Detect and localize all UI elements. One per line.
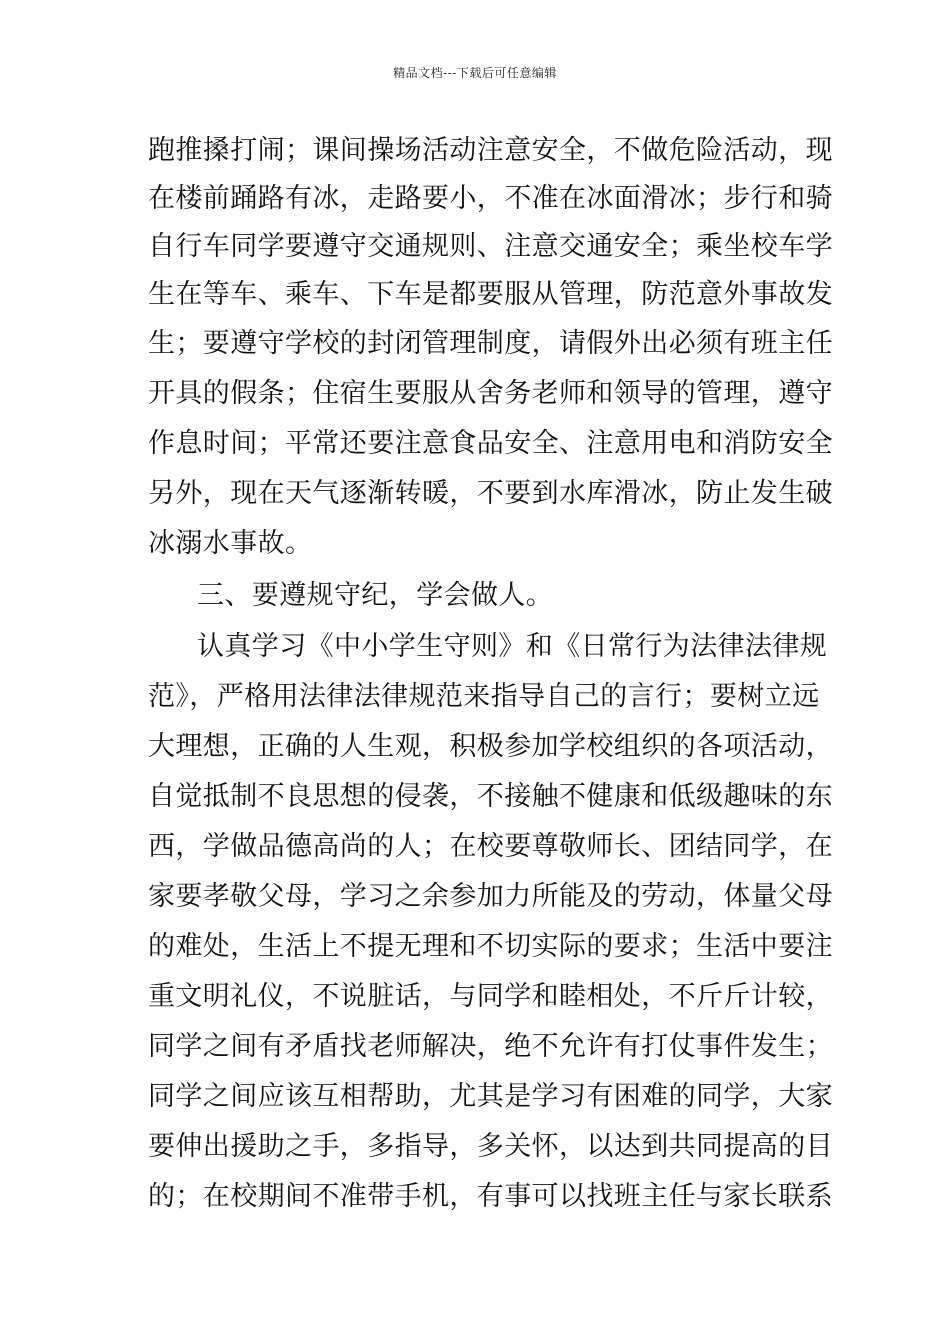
- body-line: 另外，现在天气逐渐转暖，不要到水库滑冰，防止发生破: [148, 478, 833, 509]
- body-line: 同学之间应该互相帮助，尤其是学习有困难的同学，大家: [148, 1081, 833, 1112]
- body-line: 生在等车、乘车、下车是都要服从管理，防范意外事故发: [148, 279, 833, 310]
- body-line: 大理想，正确的人生观，积极参加学校组织的各项活动，: [148, 731, 833, 762]
- body-line: 同学之间有矛盾找老师解决，绝不允许有打仗事件发生；: [148, 1031, 833, 1062]
- body-line: 认真学习《中小学生守则》和《日常行为法律法律规: [197, 631, 828, 662]
- body-line: 范》，严格用法律法律规范来指导自己的言行；要树立远: [148, 681, 820, 712]
- page-header: 精品文档---下载后可任意编辑: [393, 66, 557, 80]
- body-line: 作息时间；平常还要注意食品安全、注意用电和消防安全: [148, 428, 833, 459]
- body-line: 家要孝敬父母，学习之余参加力所能及的劳动，体量父母: [148, 881, 833, 912]
- body-line: 西，学做品德高尚的人；在校要尊敬师长、团结同学，在: [148, 831, 833, 862]
- body-line: 自行车同学要遵守交通规则、注意交通安全；乘坐校车学: [148, 231, 833, 262]
- body-line: 冰溺水事故。: [148, 528, 313, 559]
- body-line: 的；在校期间不准带手机，有事可以找班主任与家长联系: [148, 1181, 833, 1212]
- body-line: 生；要遵守学校的封闭管理制度，请假外出必须有班主任: [148, 328, 833, 359]
- body-line: 要伸出援助之手，多指导，多关怀，以达到共同提高的目: [148, 1131, 833, 1162]
- body-line: 重文明礼仪，不说脏话，与同学和睦相处，不斤斤计较，: [148, 981, 833, 1012]
- body-line: 在楼前踊路有冰，走路要小，不准在冰面滑冰；步行和骑: [148, 183, 833, 214]
- body-line: 的难处，生活上不提无理和不切实际的要求；生活中要注: [148, 931, 833, 962]
- body-line: 开具的假条；住宿生要服从舍务老师和领导的管理，遵守: [148, 378, 833, 409]
- section-heading: 三、要遵规守纪，学会做人。: [197, 580, 554, 611]
- body-line: 自觉抵制不良思想的侵袭，不接触不健康和低级趣味的东: [148, 781, 833, 812]
- body-line: 跑推搡打闹；课间操场活动注意安全，不做危险活动，现: [148, 135, 833, 166]
